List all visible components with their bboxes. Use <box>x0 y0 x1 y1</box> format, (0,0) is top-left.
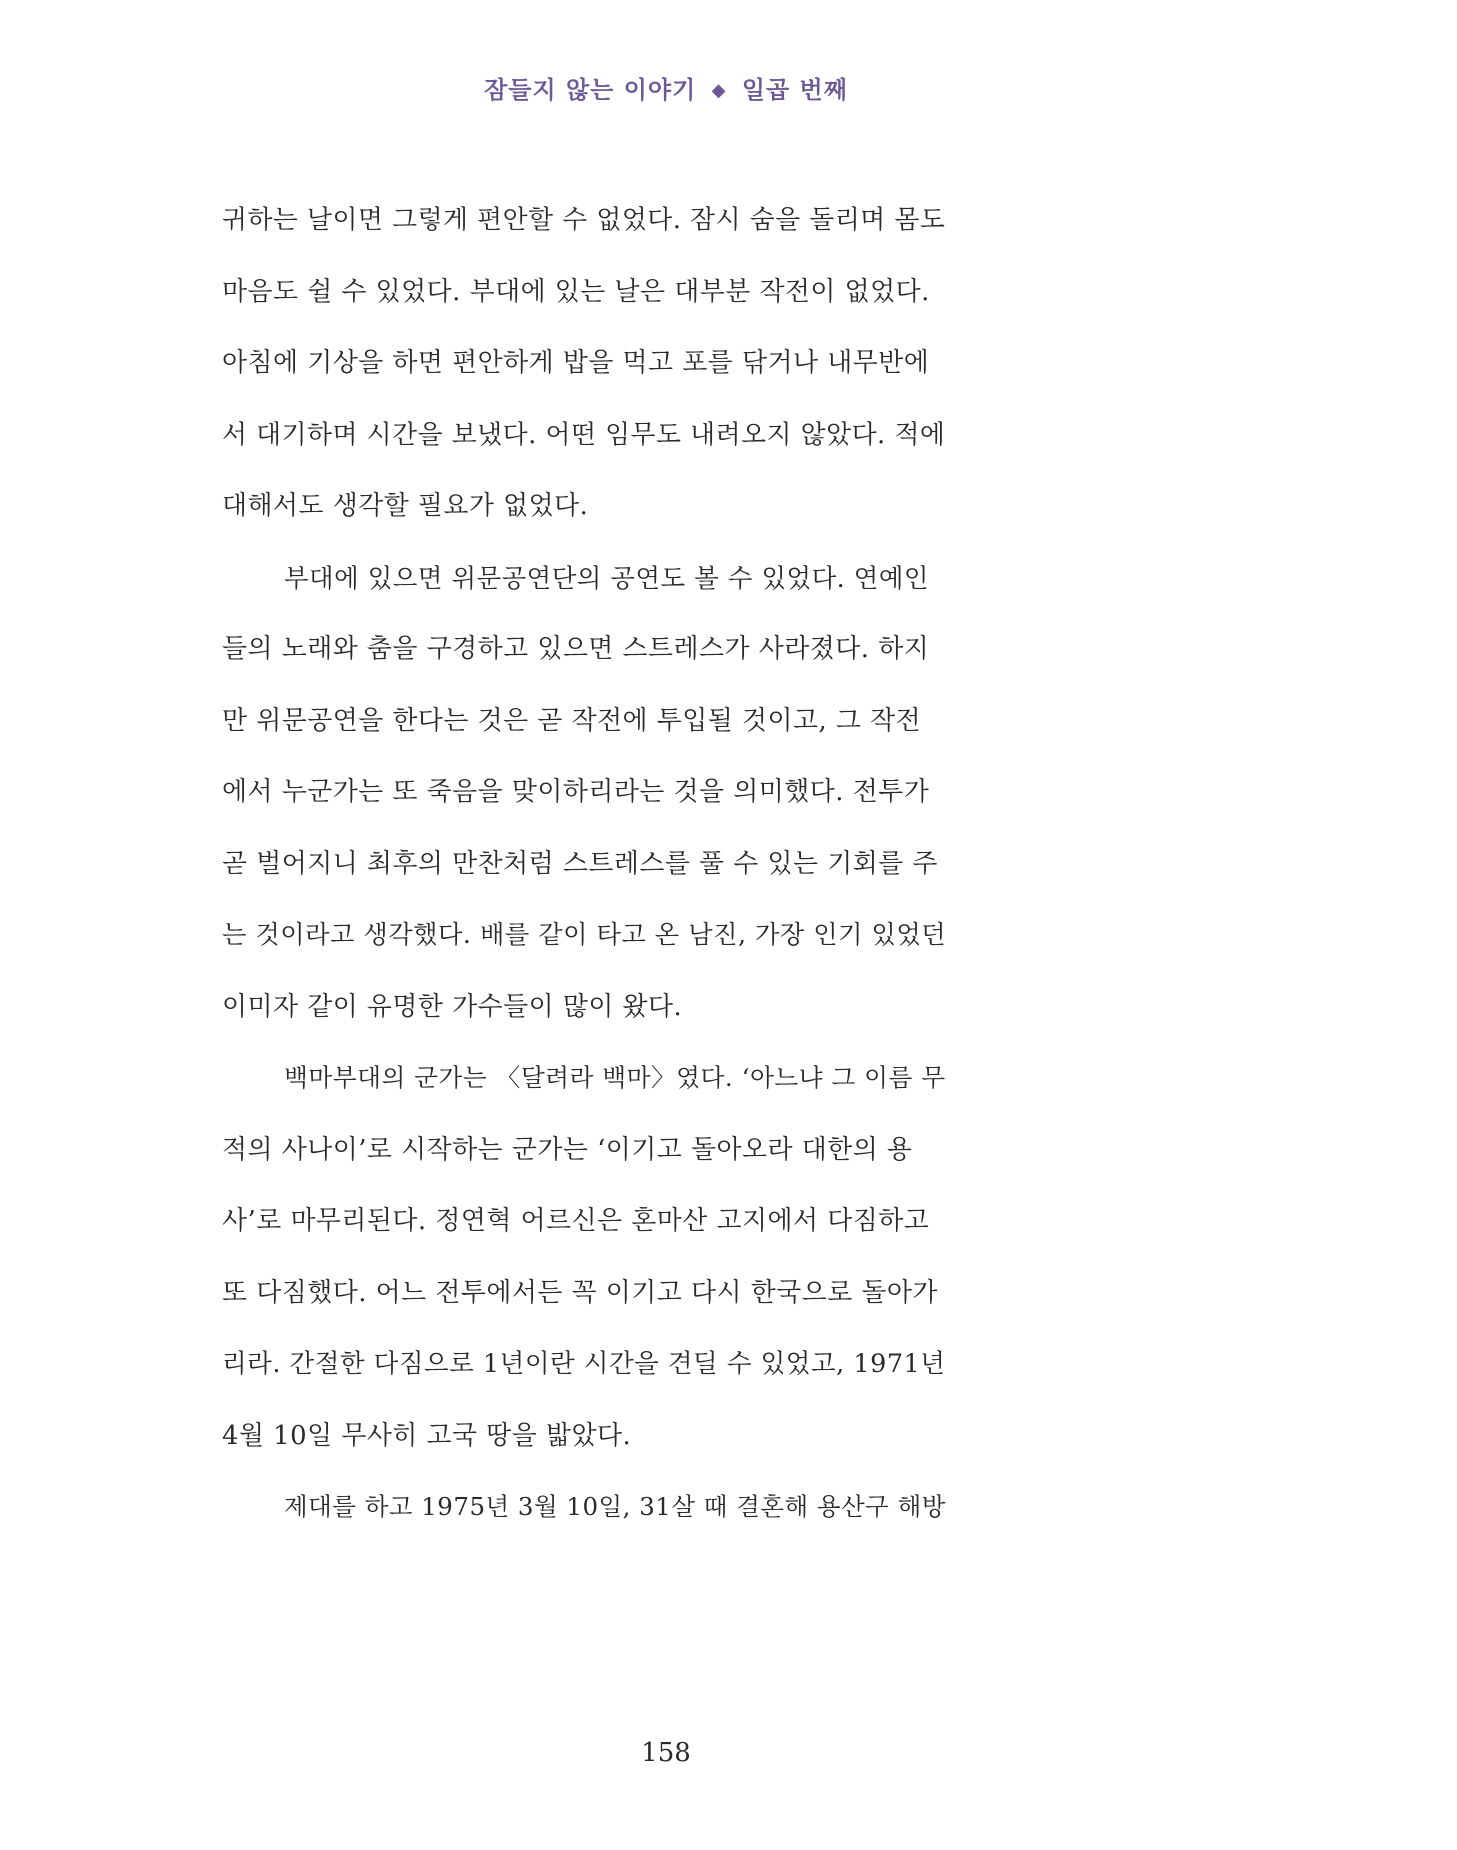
text-line: 대해서도 생각할 필요가 없었다. <box>222 491 589 521</box>
text-line: 아침에 기상을 하면 편안하게 밥을 먹고 포를 닦거나 내무반에 <box>222 348 930 378</box>
text-line: 에서 누군가는 또 죽음을 맞이하리라는 것을 의미했다. 전투가 <box>222 777 930 807</box>
body-text <box>222 200 1112 1559</box>
text-line: 적의 사나이’로 시작하는 군가는 ‘이기고 돌아오라 대한의 용 <box>222 1134 913 1165</box>
running-header <box>0 70 1332 105</box>
text-line: 서 대기하며 시간을 보냈다. 어떤 임무도 내려오지 않았다. 적에 <box>222 419 946 450</box>
text-line: 사’로 마무리된다. 정연혁 어르신은 혼마산 고지에서 다짐하고 <box>222 1206 930 1236</box>
text-line: 는 것이라고 생각했다. 배를 같이 타고 온 남진, 가장 인기 있었던 <box>222 920 947 949</box>
text-line: 부대에 있으면 위문공연단의 공연도 볼 수 있었다. 연예인 <box>284 562 929 593</box>
diamond-separator-icon: ◆ <box>711 80 727 101</box>
text-line: 마음도 쉴 수 있었다. 부대에 있는 날은 대부분 작전이 없었다. <box>222 276 930 307</box>
text-line: 리라. 간절한 다짐으로 1년이란 시간을 견딜 수 있었고, 1971년 <box>222 1349 946 1379</box>
text-line: 귀하는 날이면 그렇게 편안할 수 없었다. 잠시 숨을 돌리며 몸도 <box>222 205 946 235</box>
page-number: 158 <box>641 1738 691 1768</box>
text-line: 제대를 하고 1975년 3월 10일, 31살 때 결혼해 용산구 해방 <box>284 1492 946 1521</box>
text-line: 또 다짐했다. 어느 전투에서든 꼭 이기고 다시 한국으로 돌아가 <box>222 1277 938 1308</box>
text-line: 곧 벌어지니 최후의 만찬처럼 스트레스를 풀 수 있는 기회를 주 <box>222 848 938 879</box>
text-line: 백마부대의 군가는 〈달려라 백마〉였다. ‘아느냐 그 이름 무 <box>284 1063 946 1092</box>
text-line: 만 위문공연을 한다는 것은 곧 작전에 투입될 것이고, 그 작전 <box>222 705 922 736</box>
text-line: 들의 노래와 춤을 구경하고 있으면 스트레스가 사라졌다. 하지 <box>222 634 930 664</box>
text-line: 4월 10일 무사히 고국 땅을 밟았다. <box>222 1420 632 1451</box>
chapter-label: 일곱 번째 <box>741 75 848 104</box>
text-line: 이미자 같이 유명한 가수들이 많이 왔다. <box>222 991 683 1022</box>
book-title: 잠들지 않는 이야기 <box>484 75 697 104</box>
